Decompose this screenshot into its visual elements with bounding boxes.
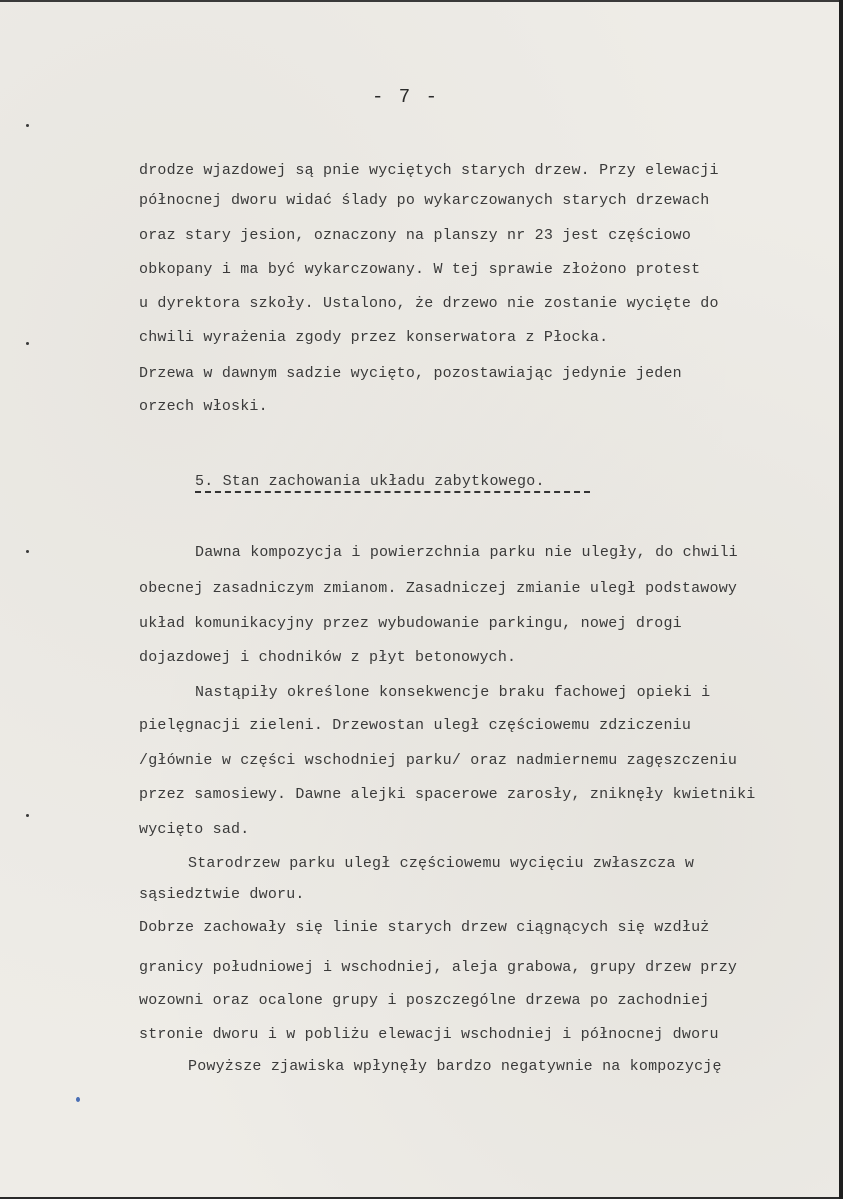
text-line: wycięto sad. <box>139 821 250 838</box>
text-line: wozowni oraz ocalone grupy i poszczególne drzewa po zachodniej <box>139 992 710 1009</box>
text-line: dojazdowej i chodników z płyt betonowych. <box>139 649 517 666</box>
text-line: stronie dworu i w pobliżu elewacji wschodniej i północnej dworu <box>139 1026 719 1043</box>
text-line: obkopany i ma być wykarczowany. W tej sprawie złożono protest <box>139 261 701 278</box>
text-line: północnej dworu widać ślady po wykarczowanych starych drzewach <box>139 192 710 209</box>
text-line: drodze wjazdowej są pnie wyciętych starych drzew. Przy elewacji <box>139 162 719 179</box>
text-line: Dobrze zachowały się linie starych drzew ciągnących się wzdłuż <box>139 919 710 936</box>
text-line: Powyższe zjawiska wpłynęły bardzo negatywnie na kompozycję <box>188 1058 722 1075</box>
text-line: Drzewa w dawnym sadzie wycięto, pozostawiając jedynie jeden <box>139 365 682 382</box>
ink-dot <box>76 1097 80 1102</box>
heading-underline <box>195 491 590 493</box>
page-top-edge <box>0 0 843 2</box>
text-line: układ komunikacyjny przez wybudowanie parkingu, nowej drogi <box>139 615 682 632</box>
margin-mark <box>26 124 29 127</box>
page-number: - 7 - <box>372 86 440 108</box>
text-line: obecnej zasadniczym zmianom. Zasadniczej zmianie uległ podstawowy <box>139 580 738 597</box>
margin-mark <box>26 814 29 817</box>
text-line: oraz stary jesion, oznaczony na planszy nr 23 jest częściowo <box>139 227 692 244</box>
text-line: Dawna kompozycja i powierzchnia parku nie uległy, do chwili <box>195 544 738 561</box>
page-right-edge <box>839 0 843 1199</box>
text-line: chwili wyrażenia zgody przez konserwatora z Płocka. <box>139 329 609 346</box>
text-line: granicy południowej i wschodniej, aleja grabowa, grupy drzew przy <box>139 959 738 976</box>
text-line: /głównie w części wschodniej parku/ oraz nadmiernemu zagęszczeniu <box>139 752 738 769</box>
margin-mark <box>26 550 29 553</box>
text-line: Starodrzew parku uległ częściowemu wycięciu zwłaszcza w <box>188 855 695 872</box>
margin-mark <box>26 342 29 345</box>
text-line: sąsiedztwie dworu. <box>139 886 305 903</box>
text-line: u dyrektora szkoły. Ustalono, że drzewo nie zostanie wycięte do <box>139 295 719 312</box>
text-line: pielęgnacji zieleni. Drzewostan uległ częściowemu zdziczeniu <box>139 717 692 734</box>
text-line: orzech włoski. <box>139 398 268 415</box>
text-line: przez samosiewy. Dawne alejki spacerowe zarosły, zniknęły kwietniki <box>139 786 756 803</box>
text-line: Nastąpiły określone konsekwencje braku fachowej opieki i <box>195 684 711 701</box>
section-heading: 5. Stan zachowania układu zabytkowego. <box>195 473 545 490</box>
